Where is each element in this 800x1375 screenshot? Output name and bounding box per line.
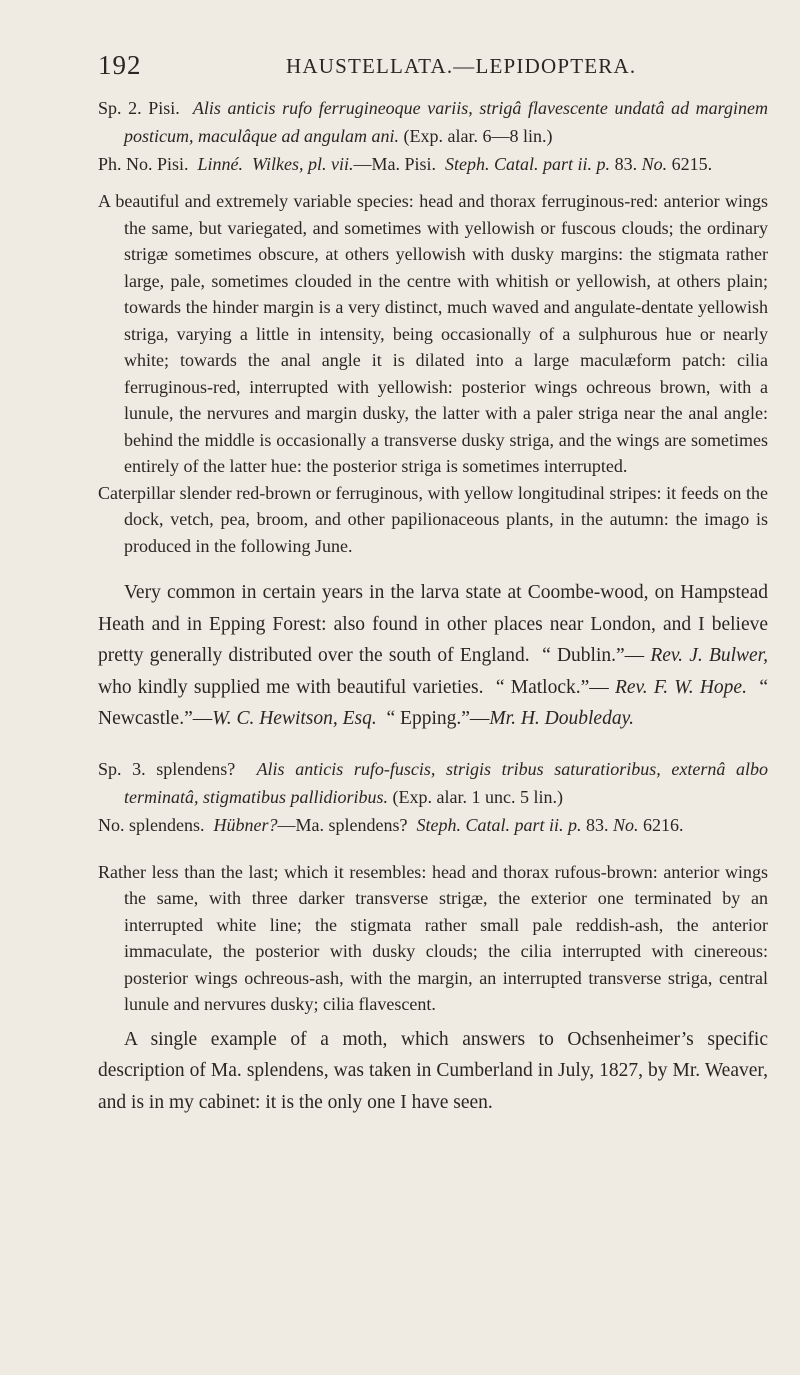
- species-3-expanse: (Exp. alar. 1 unc. 5 lin.): [392, 786, 563, 807]
- species-2-loc-epping: “ Epping.”—: [386, 708, 490, 729]
- species-2-loc-bulwer-rest: who kindly supplied me with beautiful varieties.: [98, 676, 484, 698]
- species-2-syn-lead: Ph. No. Pisi.: [98, 154, 189, 174]
- species-2-localities: [98, 577, 768, 735]
- species-3-syn-no-value: 6216.: [643, 814, 684, 835]
- species-3-syn-lead: No. splendens.: [98, 814, 205, 835]
- species-2-loc-hewitson: W. C. Hewitson, Esq.: [212, 708, 377, 729]
- species-3-synonymy: [98, 811, 768, 839]
- species-2-loc-doubleday: Mr. H. Doubleday.: [489, 708, 635, 729]
- species-3-syn-hubner: Hübner?: [213, 814, 278, 835]
- species-2-syn-ma: —Ma. Pisi.: [353, 154, 437, 174]
- species-2-name: Pisi.: [148, 98, 180, 118]
- species-2-loc-hope: Rev. F. W. Hope.: [614, 676, 747, 698]
- species-3-heading: [98, 755, 768, 811]
- species-2-caterpillar: Caterpillar slender red-brown or ferruginous, with yellow longitudinal stripes: it feeds on the dock, vetch, pea, broom, and other papilionaceous plants, in the autumn: the imago is produced in the following June.: [98, 482, 768, 556]
- species-3-name: splendens?: [156, 758, 236, 779]
- species-3-syn-no: No.: [613, 814, 639, 835]
- species-2-loc-bulwer: Rev. J. Bulwer,: [650, 645, 768, 666]
- species-2-syn-linne: Linné.: [197, 154, 244, 174]
- species-3-diagnosis: Alis anticis rufo-fuscis, strigis tribus saturatioribus, externâ albo terminatâ, stigmatibus pallidioribus.: [124, 758, 769, 807]
- running-title: HAUSTELLATA.—LEPIDOPTERA.: [286, 54, 637, 78]
- species-2-synonymy: [98, 150, 768, 178]
- species-3-syn-ma: —Ma. splendens?: [277, 814, 408, 835]
- species-2-syn-steph: Steph. Catal. part ii. p.: [445, 154, 611, 174]
- species-2-loc-text: Very common in certain years in the larva state at Coombe-wood, on Hampstead Heath and in Epping Forest: also found in other places near London, and I believe pretty generally distributed over the south of England.: [98, 582, 768, 666]
- species-2-loc-newcastle: “ Newcastle.”—: [98, 676, 769, 729]
- species-2-syn-no: No.: [641, 154, 668, 174]
- species-2-diagnosis: Alis anticis rufo ferrugineoque variis, strigâ flavescente undatâ ad marginem posticum, maculâque ad angulam ani.: [124, 98, 769, 146]
- species-3-description: Rather less than the last; which it resembles: head and thorax rufous-brown: anterior wings the same, with three darker transverse strigæ, the exterior one terminated by an interrupted white line; the stigmata rather small pale reddish-ash, the anterior immaculate, the posterior with dusky clouds; the cilia interrupted with cinereous: posterior wings ochreous-ash, with the margin, an interrupted transverse striga, central lunule and nervures dusky; cilia flavescent.: [98, 861, 768, 1014]
- species-3-syn-page: 83.: [586, 814, 609, 835]
- species-3-syn-steph: Steph. Catal. part ii. p.: [416, 814, 582, 835]
- page-body: [98, 94, 768, 1118]
- species-2-heading: [98, 94, 768, 150]
- species-3-number: Sp. 3.: [98, 758, 146, 779]
- species-2-syn-wilkes: Wilkes, pl. vii.: [252, 154, 354, 174]
- species-2-description: A beautiful and extremely variable species: head and thorax ferruginous-red: anterior wings the same, but variegated, and sometimes with yellowish or fuscous clouds; the ordinary strigæ sometimes obscure, at others yellowish with dusky margins: the stigmata rather large, pale, sometimes clouded in the centre with whitish or yellowish, at others plain; towards the hinder margin is a very distinct, much waved and angulate-dentate yellowish striga, varying a little in intensity, being occasionally of a sulphurous hue or nearly white; towards the anal angle it is dilated into a large maculæform patch: cilia ferruginous-red, interrupted with yellowish: posterior wings ochreous brown, with a lunule, the nervures and margin dusky, the latter with a paler striga near the anal angle: behind the middle is occasionally a transverse dusky striga, and the wings are sometimes entirely of the latter hue: the posterior striga is sometimes interrupted.: [98, 191, 768, 476]
- species-2-loc-matlock: “ Matlock.”—: [495, 676, 609, 698]
- species-3-note: A single example of a moth, which answers to Ochsenheimer’s specific description of Ma. splendens, was taken in Cumberland in July, 1827, by Mr. Weaver, and is in my cabinet: it is the only one I have seen.: [98, 1028, 768, 1113]
- page-number: 192: [98, 50, 142, 80]
- species-2-syn-no-value: 6215.: [671, 154, 713, 174]
- species-2-loc-dublin: “ Dublin.”—: [542, 645, 645, 666]
- page-header: [98, 50, 760, 86]
- species-2-expanse: (Exp. alar. 6—8 lin.): [403, 126, 553, 146]
- species-2-number: Sp. 2.: [98, 98, 142, 118]
- species-2-syn-page: 83.: [614, 154, 638, 174]
